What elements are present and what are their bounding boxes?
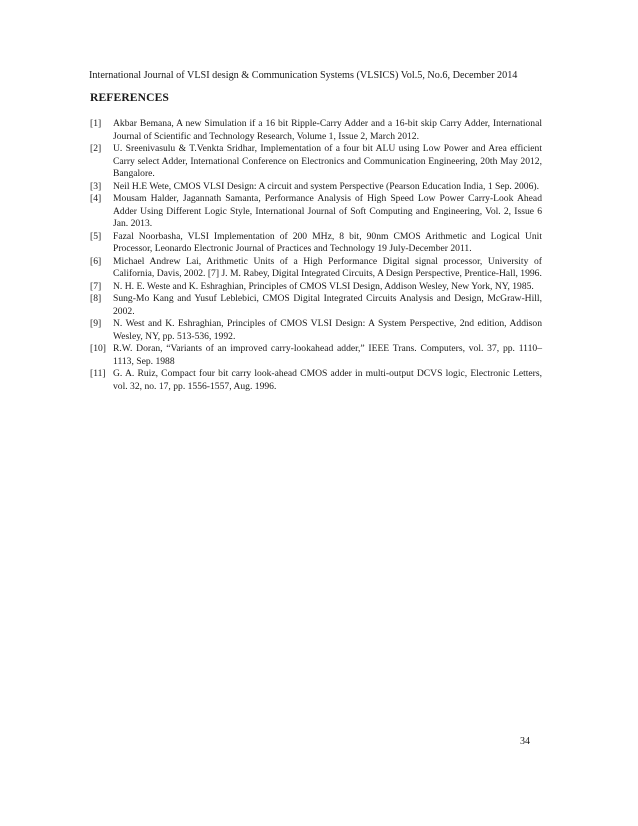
reference-item: [90, 181, 542, 194]
reference-item: [90, 193, 542, 231]
reference-item: [90, 256, 542, 281]
page-number: 34: [520, 736, 530, 747]
reference-text: R.W. Doran, “Variants of an improved carry-lookahead adder,” IEEE Trans. Computers, vol. 37, pp. 1110–1113, Sep. 1988: [113, 343, 542, 367]
reference-item: [90, 318, 542, 343]
reference-number: [4]: [90, 193, 102, 204]
reference-text: Neil H.E Wete, CMOS VLSI Design: A circuit and system Perspective (Pearson Education India, 1 Sep. 2006).: [113, 180, 539, 192]
reference-list: [90, 118, 542, 393]
reference-number: [10]: [90, 343, 106, 354]
reference-text: N. West and K. Eshraghian, Principles of CMOS VLSI Design: A System Perspective, 2nd edition, Addison Wesley, NY, pp. 513-536, 1992.: [113, 318, 542, 342]
reference-number: [3]: [90, 180, 102, 192]
section-title: REFERENCES: [90, 91, 169, 104]
reference-number: [8]: [90, 293, 102, 304]
reference-text: G. A. Ruiz, Compact four bit carry look-ahead CMOS adder in multi-output DCVS logic, Electronic Letters, vol. 32, no. 17, pp. 1556-1557, Aug. 1996.: [113, 368, 542, 392]
reference-item: [90, 293, 542, 318]
reference-item: [90, 118, 542, 143]
running-header: International Journal of VLSI design & Communication Systems (VLSICS) Vol.5, No.6, December 2014: [89, 70, 518, 81]
reference-item: [90, 281, 542, 294]
reference-number: [7]: [90, 280, 102, 292]
reference-number: [11]: [90, 368, 106, 379]
reference-text: U. Sreenivasulu & T.Venkta Sridhar, Implementation of a four bit ALU using Low Power and Area efficient Carry select Adder, International Conference on Electronics and Communication Engineering, 20th May 2012, Bangalore.: [113, 143, 542, 179]
reference-text: Sung-Mo Kang and Yusuf Leblebici, CMOS Digital Integrated Circuits Analysis and Design, McGraw-Hill, 2002.: [113, 293, 542, 317]
reference-number: [6]: [90, 255, 102, 267]
reference-number: [9]: [90, 318, 102, 329]
reference-number: [5]: [90, 230, 102, 242]
reference-item: [90, 143, 542, 181]
reference-item: [90, 231, 542, 256]
reference-text: Fazal Noorbasha, VLSI Implementation of 200 MHz, 8 bit, 90nm CMOS Arithmetic and Logical Unit Processor, Leonardo Electronic Journal of Practices and Technology 19 July-December 2011.: [113, 230, 542, 254]
reference-text: Mousam Halder, Jagannath Samanta, Performance Analysis of High Speed Low Power Carry-Look Ahead Adder Using Different Logic Style, International Journal of Soft Computing and Engineering, Vol. 2, Issue 6 Jan. 2013.: [113, 193, 542, 229]
reference-number: [2]: [90, 143, 102, 154]
reference-text: Michael Andrew Lai, Arithmetic Units of a High Performance Digital signal processor, University of California, Davis, 2002. [7] J. M. Rabey, Digital Integrated Circuits, A Design Perspective, Prentice-Hall, 1996.: [113, 255, 542, 279]
reference-number: [1]: [90, 118, 102, 129]
reference-text: Akbar Bemana, A new Simulation if a 16 bit Ripple-Carry Adder and a 16-bit skip Carry Adder, International Journal of Scientific and Technology Research, Volume 1, Issue 2, March 2012.: [113, 118, 542, 142]
reference-item: [90, 343, 542, 368]
reference-item: [90, 368, 542, 393]
reference-text: N. H. E. Weste and K. Eshraghian, Principles of CMOS VLSI Design, Addison Wesley, New York, NY, 1985.: [113, 280, 534, 292]
